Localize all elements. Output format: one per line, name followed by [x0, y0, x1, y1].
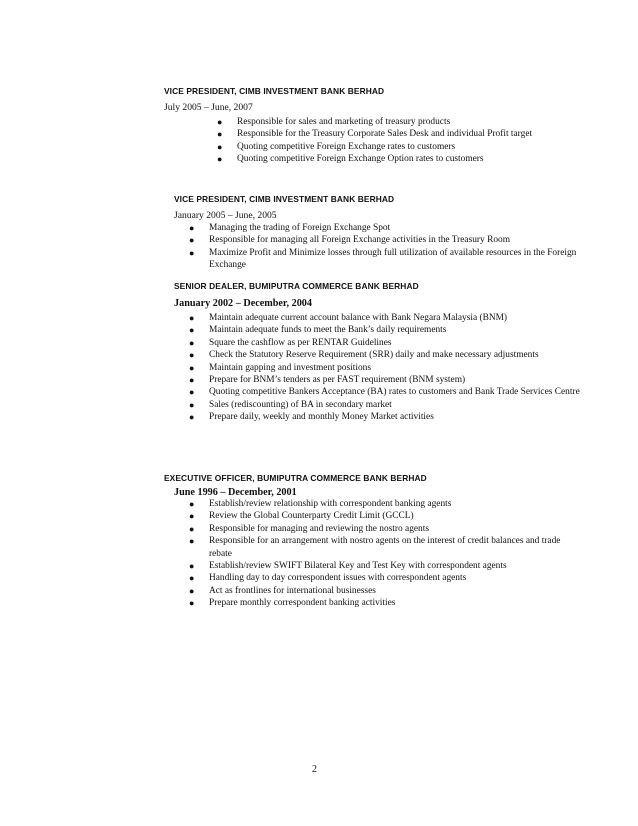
- job-title: EXECUTIVE OFFICER, BUMIPUTRA COMMERCE BANK BERHAD: [164, 473, 427, 483]
- duty-list: [209, 116, 554, 166]
- list-item: ● Quoting competitive Foreign Exchange Option rates to customers: [217, 154, 484, 165]
- list-item: ● Maintain gapping and investment positions: [189, 362, 371, 373]
- bullet-icon: ●: [217, 154, 223, 165]
- list-item: ● Review the Global Counterparty Credit Limit (GCCL): [189, 511, 414, 522]
- bullet-icon: ●: [217, 141, 223, 152]
- bullet-icon: ●: [189, 362, 195, 373]
- bullet-icon: ●: [189, 350, 195, 361]
- list-item: ● Responsible for the Treasury Corporate Sales Desk and individual Profit target: [217, 129, 533, 140]
- duty-list: [181, 498, 561, 610]
- bullet-icon: ●: [189, 598, 195, 609]
- job-title: SENIOR DEALER, BUMIPUTRA COMMERCE BANK BERHAD: [174, 281, 419, 291]
- bullet-icon: ●: [189, 399, 195, 410]
- list-item: ● Square the cashflow as per RENTAR Guidelines: [189, 337, 392, 348]
- list-item: ● Responsible for managing and reviewing the nostro agents: [189, 523, 430, 534]
- list-item: ● Maintain adequate funds to meet the Bank’s daily requirements: [189, 325, 447, 336]
- bullet-icon: ●: [217, 117, 223, 127]
- list-item: ● Maximize Profit and Minimize losses through full utilization of available resources in the Foreign Exchange: [189, 247, 577, 271]
- bullet-icon: ●: [189, 536, 195, 547]
- bullet-icon: ●: [189, 247, 195, 258]
- list-item: ● Quoting competitive Foreign Exchange rates to customers: [217, 141, 456, 152]
- job-title: VICE PRESIDENT, CIMB INVESTMENT BANK BERHAD: [174, 194, 395, 204]
- list-item: ● Handling day to day correspondent issues with correspondent agents: [189, 573, 467, 584]
- list-item: ● Responsible for sales and marketing of treasury products: [217, 117, 451, 127]
- duty-list: [181, 222, 581, 272]
- bullet-icon: ●: [189, 313, 195, 323]
- bullet-icon: ●: [189, 337, 195, 348]
- list-item: ● Establish/review relationship with correspondent banking agents: [189, 499, 452, 509]
- bullet-icon: ●: [189, 325, 195, 336]
- bullet-icon: ●: [189, 561, 195, 572]
- bullet-icon: ●: [189, 523, 195, 534]
- bullet-icon: ●: [217, 129, 223, 140]
- job-dates: January 2005 – June, 2005: [174, 210, 277, 221]
- list-item: ● Managing the trading of Foreign Exchange Spot: [189, 223, 391, 233]
- bullet-icon: ●: [189, 235, 195, 246]
- duty-list: [181, 312, 579, 424]
- bullet-icon: ●: [189, 573, 195, 584]
- bullet-icon: ●: [189, 412, 195, 423]
- list-item: ● Responsible for an arrangement with nostro agents on the interest of credit balances and trade rebate: [189, 536, 561, 559]
- list-item: ● Quoting competitive Bankers Acceptance (BA) rates to customers and Bank Trade Services Centre: [189, 387, 580, 398]
- list-item: ● Prepare monthly correspondent banking activities: [189, 598, 396, 609]
- job-title: VICE PRESIDENT, CIMB INVESTMENT BANK BERHAD: [164, 86, 385, 96]
- job-dates: July 2005 – June, 2007: [164, 102, 253, 113]
- bullet-icon: ●: [189, 223, 195, 233]
- bullet-icon: ●: [189, 387, 195, 398]
- list-item: ● Sales (rediscounting) of BA in secondary market: [189, 399, 392, 410]
- list-item: ● Act as frontlines for international businesses: [189, 585, 376, 596]
- list-item: ● Prepare for BNM’s tenders as per FAST requirement (BNM system): [189, 375, 466, 386]
- job-dates: January 2002 – December, 2004: [174, 298, 312, 309]
- list-item: ● Check the Statutory Reserve Requirement (SRR) daily and make necessary adjustments: [189, 350, 539, 361]
- bullet-icon: ●: [189, 375, 195, 386]
- bullet-icon: ●: [189, 499, 195, 509]
- list-item: ● Establish/review SWIFT Bilateral Key and Test Key with correspondent agents: [189, 561, 507, 572]
- list-item: ● Maintain adequate current account balance with Bank Negara Malaysia (BNM): [189, 313, 508, 323]
- bullet-icon: ●: [189, 585, 195, 596]
- list-item: ● Prepare daily, weekly and monthly Money Market activities: [189, 412, 434, 423]
- page-number: 2: [312, 764, 317, 775]
- job-dates: June 1996 – December, 2001: [174, 487, 297, 498]
- bullet-icon: ●: [189, 511, 195, 522]
- list-item: ● Responsible for managing all Foreign Exchange activities in the Treasury Room: [189, 235, 510, 246]
